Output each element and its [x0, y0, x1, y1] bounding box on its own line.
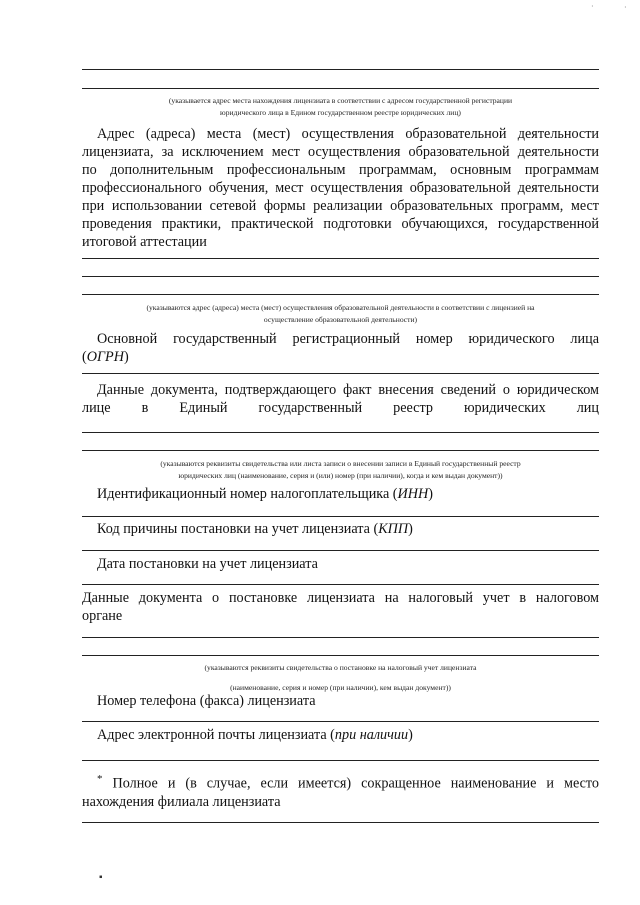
tax-doc-note — [82, 662, 599, 694]
scan-speck: · — [591, 2, 594, 11]
input-line[interactable] — [82, 276, 599, 277]
branch-field-label — [82, 770, 599, 811]
email-input-line[interactable] — [82, 760, 599, 761]
input-line[interactable] — [82, 450, 599, 451]
kpp-input-line[interactable] — [82, 550, 599, 551]
egrul-field-label — [82, 381, 599, 417]
label-line: лице в Единый государственный реестр юридических лиц — [82, 400, 599, 416]
scan-speck: · — [624, 3, 627, 12]
ogrn-field-label — [82, 330, 599, 366]
input-line[interactable] — [82, 258, 599, 259]
label-line: лицензиата, за исключением мест осуществления образовательной деятельности — [82, 144, 599, 160]
note-line: юридического лица в Едином государственном реестре юридических лиц) — [220, 108, 461, 117]
tax-doc-field-label — [82, 589, 599, 625]
label-line: Номер телефона (факса) лицензиата — [97, 693, 316, 709]
email-optional-note: при наличии — [334, 727, 409, 743]
input-line[interactable] — [82, 432, 599, 433]
label-text: Идентификационный номер налогоплательщика ( — [97, 486, 398, 502]
tax-date-input-line[interactable] — [82, 584, 599, 585]
inn-field-label — [82, 485, 599, 503]
scan-speck: ▪ — [99, 872, 103, 883]
inn-input-line[interactable] — [82, 516, 599, 517]
paren: ) — [428, 486, 434, 502]
ogrn-input-line[interactable] — [82, 373, 599, 374]
label-line: проведения практики, практической подготовки обучающихся, государственной — [82, 216, 599, 232]
paren: ) — [408, 727, 413, 743]
footnote-mark: * — [97, 773, 103, 785]
phone-field-label — [82, 692, 599, 710]
input-line[interactable] — [82, 294, 599, 295]
label-line: Основной государственный регистрационный номер юридического лица — [97, 331, 599, 347]
label-line: итоговой аттестации — [82, 234, 207, 250]
label-line: по дополнительным профессиональным программам, основным программам — [82, 162, 599, 178]
address-note — [82, 95, 599, 119]
kpp-field-label — [82, 520, 599, 538]
label-text: Адрес электронной почты лицензиата ( — [97, 727, 335, 743]
label-line: при использовании сетевой формы реализации образовательных программ, мест — [82, 198, 599, 214]
input-line[interactable] — [82, 69, 599, 70]
note-line: (указываются адрес (адреса) места (мест) осуществления образовательной деятельности в соответствии с лицензией на — [146, 303, 535, 312]
label-text: Код причины постановки на учет лицензиата ( — [97, 521, 379, 537]
inn-abbr: ИНН — [397, 486, 429, 502]
tax-date-field-label — [82, 555, 599, 573]
input-line[interactable] — [82, 655, 599, 656]
paren: ( — [82, 349, 87, 365]
label-line: Дата постановки на учет лицензиата — [97, 556, 318, 572]
label-line: профессионального обучения, мест осуществления образовательной деятельности — [82, 180, 599, 196]
note-line: (наименование, серия и номер (при наличии), кем выдан документ)) — [230, 683, 451, 692]
label-line: нахождения филиала лицензиата — [82, 793, 281, 810]
email-field-label — [82, 726, 599, 744]
note-line: юридических лиц (наименование, серия и (или) номер (при наличии), когда и кем выдан документ)) — [178, 471, 503, 480]
paren: ) — [123, 349, 129, 365]
note-line: осуществление образовательной деятельности) — [263, 315, 418, 324]
branch-input-line[interactable] — [82, 822, 599, 823]
input-line[interactable] — [82, 88, 599, 89]
phone-input-line[interactable] — [82, 721, 599, 722]
note-line: (указываются реквизиты свидетельства о постановке на налоговый учет лицензиата — [204, 663, 477, 672]
places-note — [82, 302, 599, 326]
label-line: органе — [82, 608, 123, 624]
note-line: (указываются реквизиты свидетельства или листа записи о внесении записи в Единый государственный реестр — [160, 459, 521, 468]
input-line[interactable] — [82, 637, 599, 638]
label-line: Данные документа о постановке лицензиата на налоговый учет в налоговом — [82, 590, 599, 606]
note-line: (указывается адрес места нахождения лицензиата в соответствии с адресом государственной регистрации — [168, 96, 513, 105]
label-text: Полное и (в случае, если имеется) сокращенное наименование и место — [112, 775, 599, 792]
paren: ) — [408, 521, 413, 537]
kpp-abbr: КПП — [378, 521, 409, 537]
label-line: Адрес (адреса) места (мест) осуществления образовательной деятельности — [97, 126, 599, 142]
egrul-note — [82, 458, 599, 482]
places-field-label — [82, 125, 599, 251]
ogrn-abbr: ОГРН — [86, 349, 124, 365]
label-line: Данные документа, подтверждающего факт внесения сведений о юридическом — [97, 382, 599, 398]
